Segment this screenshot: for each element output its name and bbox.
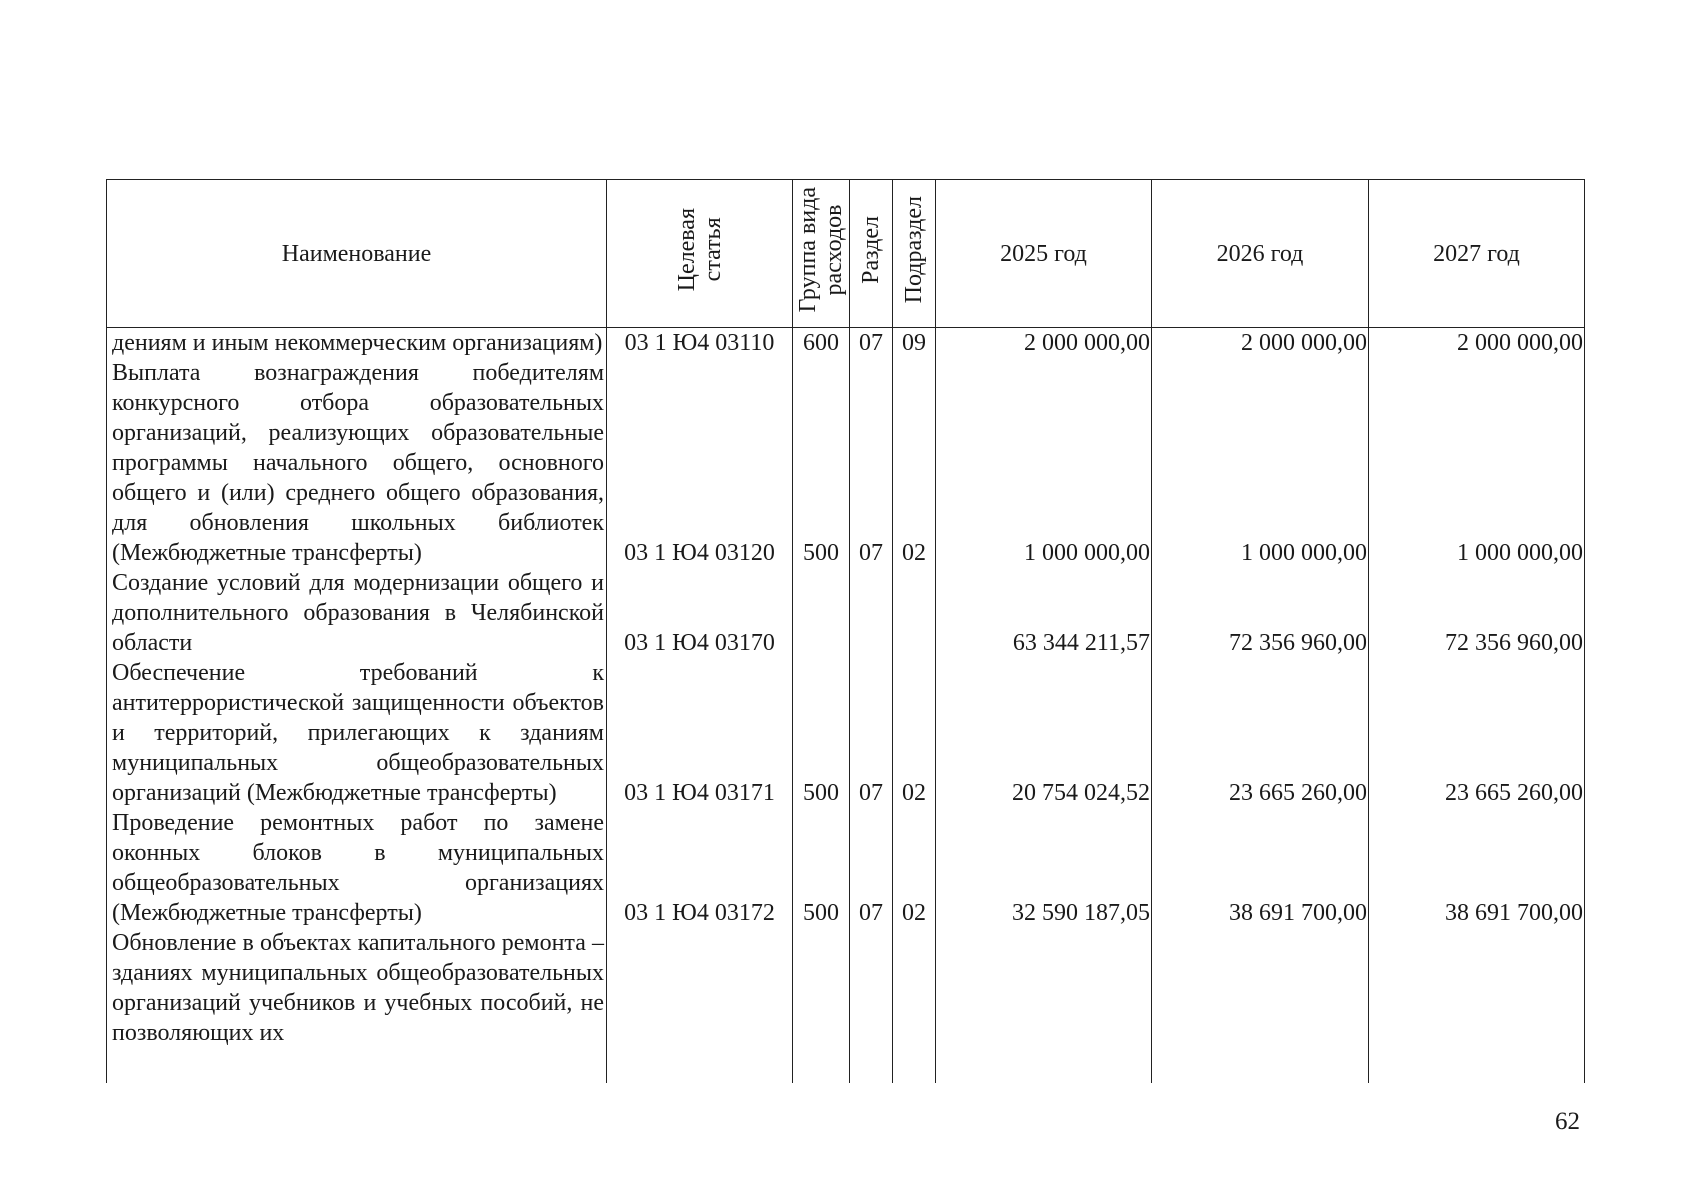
row-amount-2026: 1 000 000,00 [1152,358,1369,568]
row-name: Обновление в объектах капитального ремонта – зданиях муниципальных общеобразовательных организаций учебников и учебных пособий, не позволяющих их [107,928,607,1083]
row-section [850,928,893,1083]
row-amount-2025: 2 000 000,00 [936,328,1152,359]
row-expense-group: 500 [793,808,850,928]
row-section [850,568,893,658]
row-amount-2027: 23 665 260,00 [1369,658,1585,808]
table-row [107,808,1585,928]
row-expense-group [793,928,850,1083]
row-subsection: 02 [893,358,936,568]
row-name: Выплата вознаграждения победителям конкурсного отбора образовательных организаций, реализующих образовательные программы начального общего, основного общего и (или) среднего общего образования, для обновления школьных библиотек (Межбюджетные трансферты) [107,358,607,568]
row-amount-2026: 38 691 700,00 [1152,808,1369,928]
page-number: 62 [1555,1108,1580,1135]
row-expense-group: 600 [793,328,850,359]
row-target-article: 03 1 Ю4 03171 [607,658,793,808]
row-target-article: 03 1 Ю4 03172 [607,808,793,928]
row-section: 07 [850,808,893,928]
table-row [107,358,1585,568]
header-2027: 2027 год [1369,180,1585,328]
header-name: Наименование [107,180,607,328]
row-name: Обеспечение требований к антитеррористической защищенности объектов и территорий, прилегающих к зданиям муниципальных общеобразовательных организаций (Межбюджетные трансферты) [107,658,607,808]
header-2026: 2026 год [1152,180,1369,328]
table-row [107,328,1585,359]
row-expense-group [793,568,850,658]
row-subsection: 09 [893,328,936,359]
row-amount-2027: 2 000 000,00 [1369,328,1585,359]
row-amount-2026: 72 356 960,00 [1152,568,1369,658]
row-name: дениям и иным некоммерческим организациям) [107,328,607,359]
table-row [107,658,1585,808]
row-target-article: 03 1 Ю4 03110 [607,328,793,359]
row-section: 07 [850,358,893,568]
row-amount-2027: 1 000 000,00 [1369,358,1585,568]
header-section: Раздел [850,180,893,328]
row-amount-2027: 72 356 960,00 [1369,568,1585,658]
table-row [107,928,1585,1083]
row-expense-group: 500 [793,658,850,808]
row-amount-2025: 1 000 000,00 [936,358,1152,568]
row-subsection: 02 [893,808,936,928]
row-amount-2026: 23 665 260,00 [1152,658,1369,808]
row-name: Создание условий для модернизации общего и дополнительного образования в Челябинской области [107,568,607,658]
row-target-article: 03 1 Ю4 03170 [607,568,793,658]
row-name: Проведение ремонтных работ по замене оконных блоков в муниципальных общеобразовательных организациях (Межбюджетные трансферты) [107,808,607,928]
row-subsection [893,568,936,658]
header-row [107,180,1585,328]
row-amount-2025 [936,928,1152,1083]
row-target-article [607,928,793,1083]
header-expense-group: Группа вида расходов [793,180,850,328]
row-amount-2027: 38 691 700,00 [1369,808,1585,928]
row-subsection [893,928,936,1083]
row-section: 07 [850,658,893,808]
table-row [107,568,1585,658]
header-subsection: Подраздел [893,180,936,328]
row-amount-2026 [1152,928,1369,1083]
header-target-article: Целевая статья [607,180,793,328]
row-section: 07 [850,328,893,359]
row-target-article: 03 1 Ю4 03120 [607,358,793,568]
row-subsection: 02 [893,658,936,808]
row-amount-2025: 63 344 211,57 [936,568,1152,658]
budget-table [106,179,1585,1083]
row-amount-2025: 20 754 024,52 [936,658,1152,808]
row-amount-2025: 32 590 187,05 [936,808,1152,928]
row-expense-group: 500 [793,358,850,568]
row-amount-2027 [1369,928,1585,1083]
header-2025: 2025 год [936,180,1152,328]
row-amount-2026: 2 000 000,00 [1152,328,1369,359]
